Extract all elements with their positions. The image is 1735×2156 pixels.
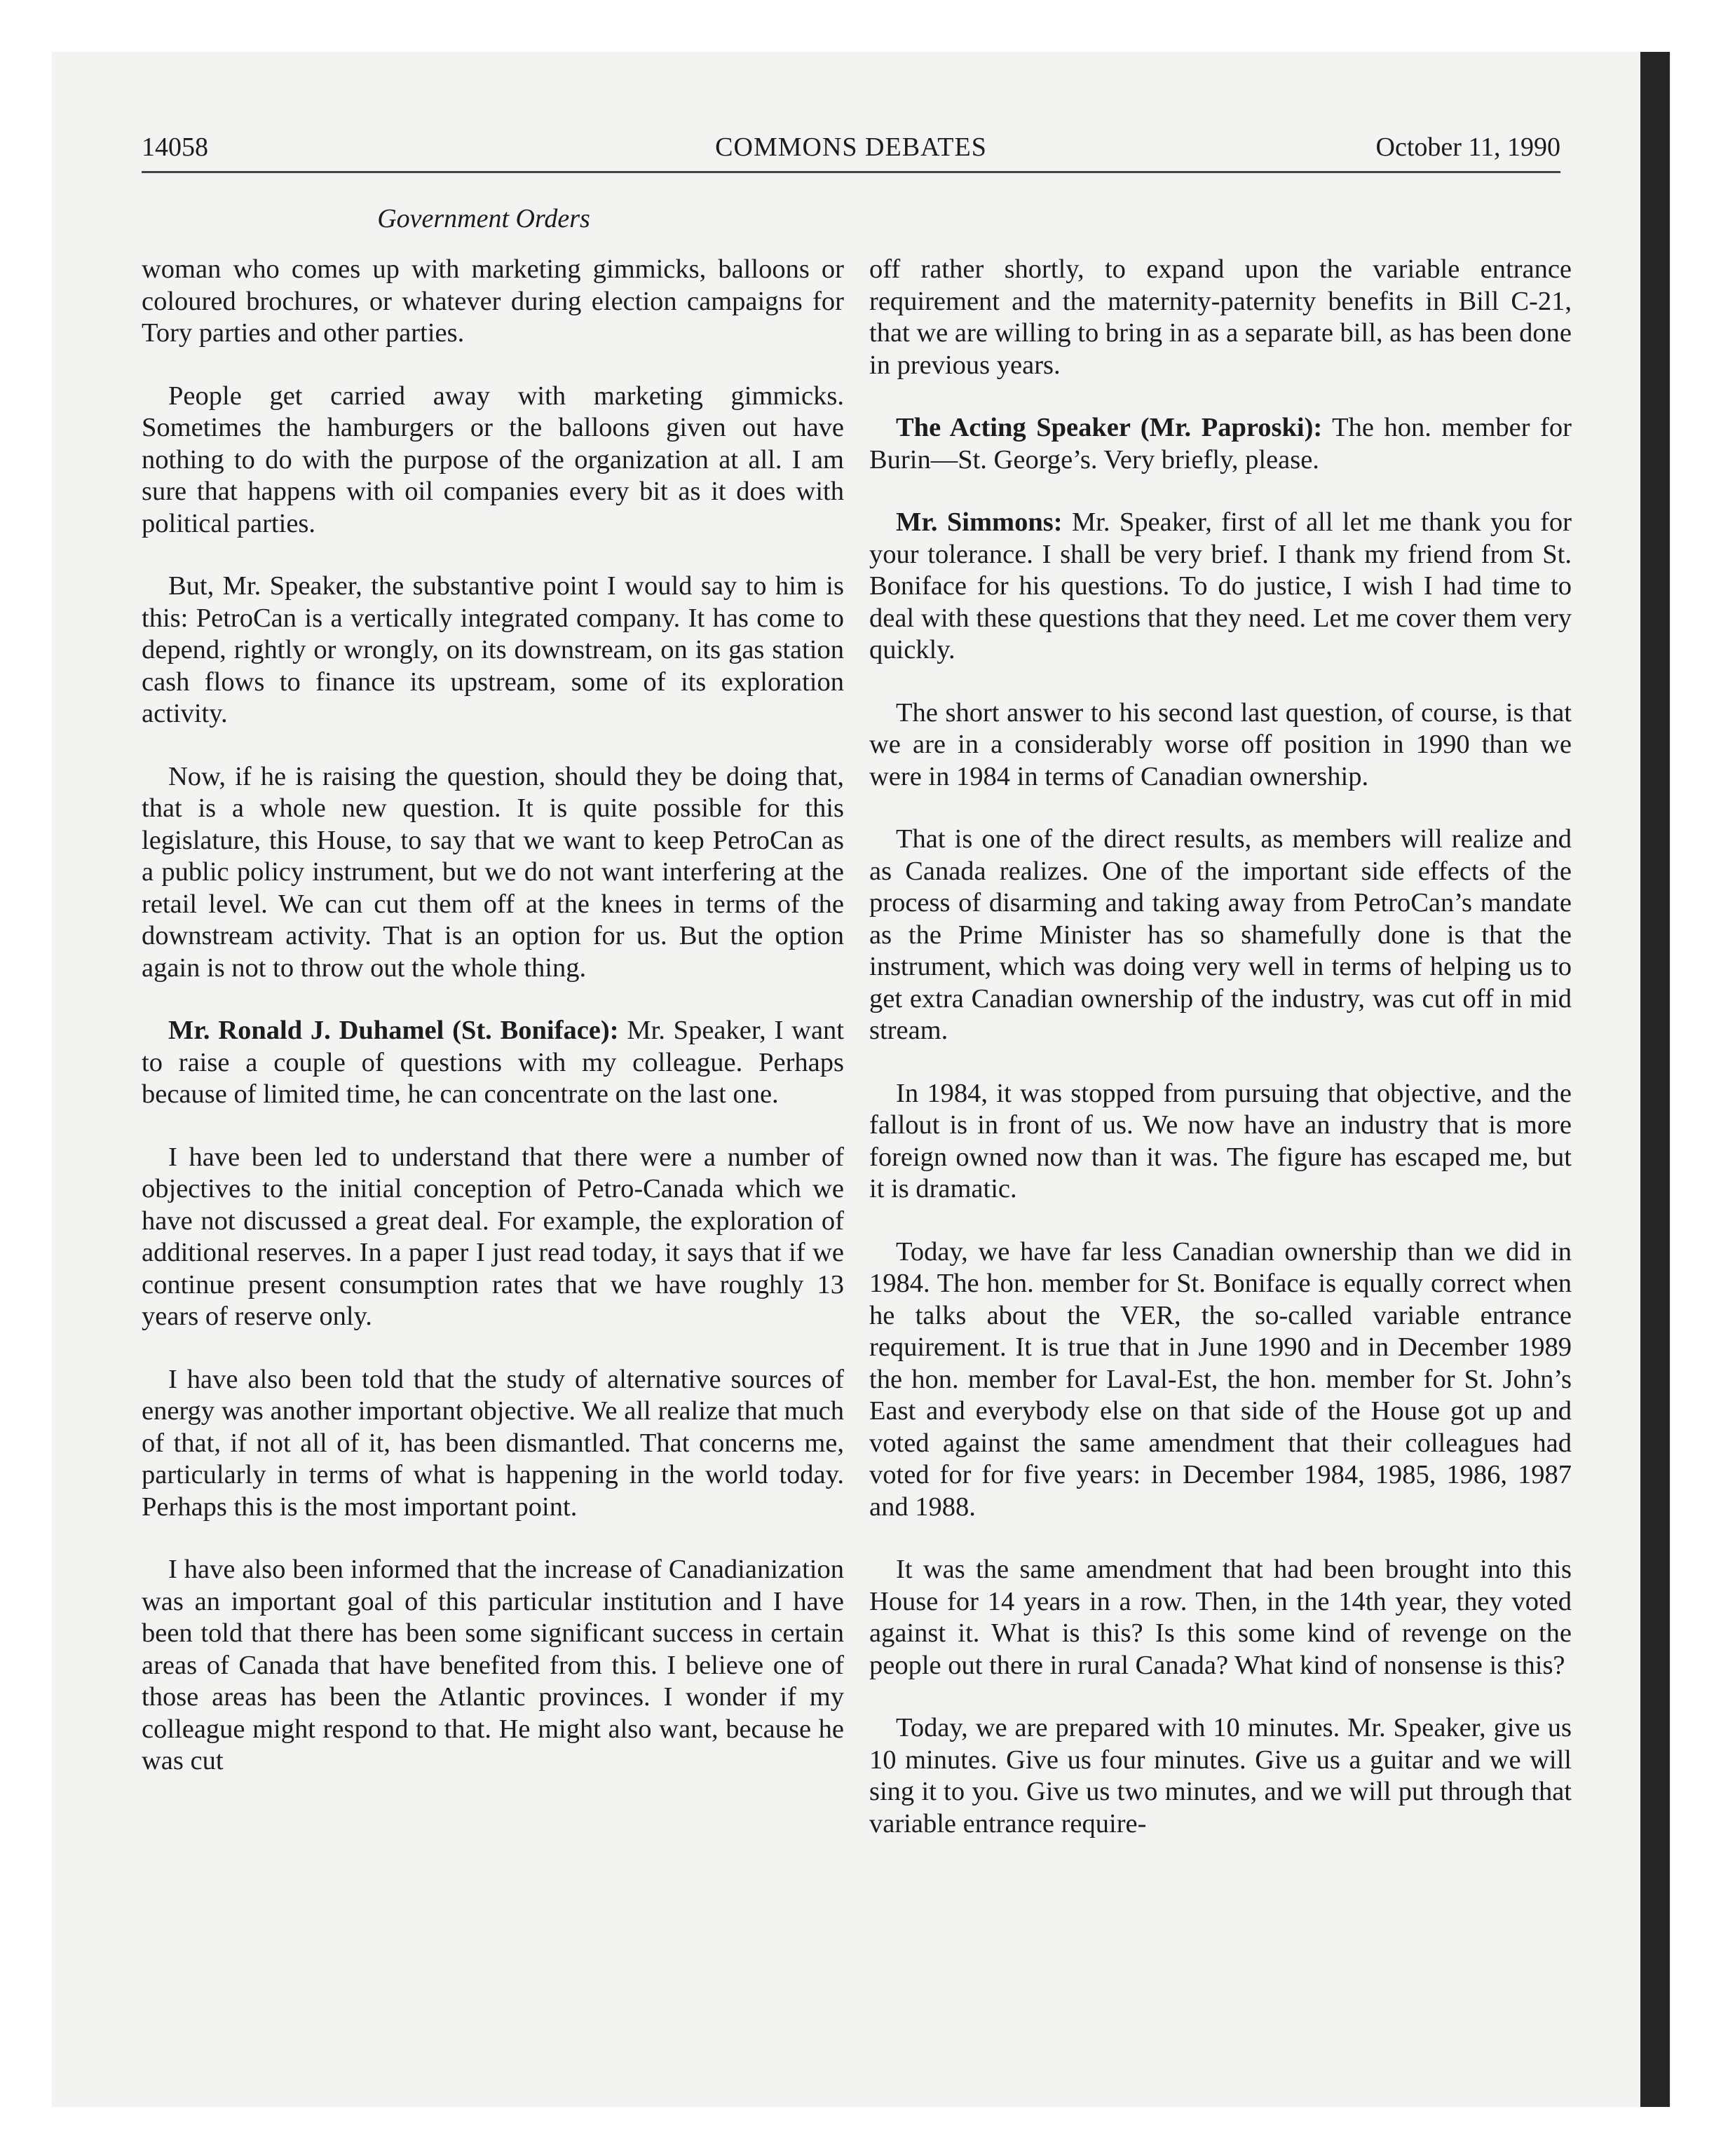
paragraph — [142, 571, 844, 730]
publication-title: COMMONS DEBATES — [715, 132, 987, 162]
paragraph-text: Today, we have far less Canadian ownership than we did in 1984. The hon. member for St. Boniface is equally correct when he talks about the VER, the so-called variable entrance requirement. It is true that in June 1990 and in December 1989 the hon. member for Laval-Est, the hon. member for St. John’s East and everybody else on that side of the House got up and voted against the same amendment that their colleagues had voted for for five years: in December 1984, 1985, 1986, 1987 and 1988. — [869, 1236, 1572, 1522]
paragraph — [142, 761, 844, 985]
paragraph — [869, 507, 1572, 667]
paragraph-text: I have also been told that the study of alternative sources of energy was another important objective. We all realize that much of that, if not all of it, has been dismantled. That concerns me, particularly in terms of what is happening in the world today. Perhaps this is the most important point. — [142, 1364, 844, 1522]
paragraph — [869, 1554, 1572, 1681]
paragraph — [869, 412, 1572, 476]
paragraph-text: Mr. Speaker, first of all let me thank you for your tolerance. I shall be very brief. I thank my friend from St. Boniface for his questions. To do justice, I wish I had time to deal with these questions that they need. Let me cover them very quickly. — [869, 507, 1572, 664]
paragraph-text: But, Mr. Speaker, the substantive point I would say to him is this: PetroCan is a vertically integrated company. It has come to depend, rightly or wrongly, on its downstream, on its gas station cash flows to finance its upstream, some of its exploration activity. — [142, 571, 844, 728]
paragraph — [869, 1712, 1572, 1840]
right-column — [869, 254, 1572, 1840]
scan-edge-shadow — [1640, 52, 1670, 2107]
paragraph — [142, 381, 844, 540]
paragraph-text: The hon. member for Burin—St. George’s. Very briefly, please. — [869, 413, 1572, 475]
paragraph — [869, 1078, 1572, 1206]
paragraph — [869, 824, 1572, 1047]
paragraph-text: Mr. Speaker, I want to raise a couple of questions with my colleague. Perhaps because of limited time, he can concentrate on the last one. — [142, 1016, 844, 1109]
paragraph — [869, 1236, 1572, 1524]
paragraph-text: I have been led to understand that there were a number of objectives to the initial conception of Petro-Canada which we have not discussed a great deal. For example, the exploration of additional reserves. In a paper I just read today, it says that if we continue present consumption rates that we have roughly 13 years of reserve only. — [142, 1142, 844, 1331]
paragraph-text: Today, we are prepared with 10 minutes. Mr. Speaker, give us 10 minutes. Give us four minutes. Give us a guitar and we will sing it to you. Give us two minutes, and we will put through that variable entrance require- — [869, 1713, 1572, 1838]
publication-date: October 11, 1990 — [1375, 132, 1560, 162]
page-number: 14058 — [142, 132, 208, 162]
paragraph — [869, 254, 1572, 381]
speaker-name: Mr. Ronald J. Duhamel (St. Boniface): — [168, 1016, 619, 1045]
section-title: Government Orders — [377, 204, 590, 233]
paragraph-text: woman who comes up with marketing gimmicks, balloons or coloured brochures, or whatever during election campaigns for Tory parties and other parties. — [142, 254, 844, 348]
paragraph-text: off rather shortly, to expand upon the variable entrance requirement and the maternity-paternity benefits in Bill C-21, that we are willing to bring in as a separate bill, as has been done in previous years. — [869, 254, 1572, 380]
paragraph-text: People get carried away with marketing gimmicks. Sometimes the hamburgers or the balloons given out have nothing to do with the purpose of the organization at all. I am sure that happens with oil companies every bit as it does with political parties. — [142, 381, 844, 538]
paragraph-text: That is one of the direct results, as members will realize and as Canada realizes. One of the important side effects of the process of disarming and taking away from PetroCan’s mandate as the Prime Minister has so shamefully done is that the instrument, which was doing very well in terms of helping us to get extra Canadian ownership of the industry, was cut off in mid stream. — [869, 824, 1572, 1045]
paragraph — [142, 1015, 844, 1111]
paragraph — [142, 1364, 844, 1524]
speaker-name: The Acting Speaker (Mr. Paproski): — [896, 413, 1323, 442]
page-header — [142, 129, 1560, 173]
speaker-name: Mr. Simmons: — [896, 507, 1063, 537]
paragraph-text: The short answer to his second last question, of course, is that we are in a considerably worse off position in 1990 than we were in 1984 in terms of Canadian ownership. — [869, 697, 1572, 791]
left-column — [142, 254, 844, 1778]
paragraph — [142, 1554, 844, 1778]
paragraph-text: In 1984, it was stopped from pursuing that objective, and the fallout is in front of us. We now have an industry that is more foreign owned now than it was. The figure has escaped me, but it is dramatic. — [869, 1078, 1572, 1203]
paragraph — [869, 697, 1572, 793]
paragraph — [142, 254, 844, 350]
paragraph-text: It was the same amendment that had been brought into this House for 14 years in a row. Then, in the 14th year, they voted against it. What is this? Is this some kind of revenge on the people out there in rural Canada? What kind of nonsense is this? — [869, 1555, 1572, 1680]
paragraph — [142, 1142, 844, 1333]
paragraph-text: I have also been informed that the increase of Canadianization was an important goal of this particular institution and I have been told that there has been some significant success in certain areas of Canada that have benefited from this. I believe one of those areas has been the Atlantic provinces. I wonder if my colleague might respond to that. He might also want, because he was cut — [142, 1555, 844, 1775]
paragraph-text: Now, if he is raising the question, should they be doing that, that is a whole new question. It is quite possible for this legislature, this House, to say that we want to keep PetroCan as a public policy instrument, but we do not want interfering at the retail level. We can cut them off at the knees in terms of the downstream activity. That is an option for us. But the option again is not to throw out the whole thing. — [142, 761, 844, 983]
